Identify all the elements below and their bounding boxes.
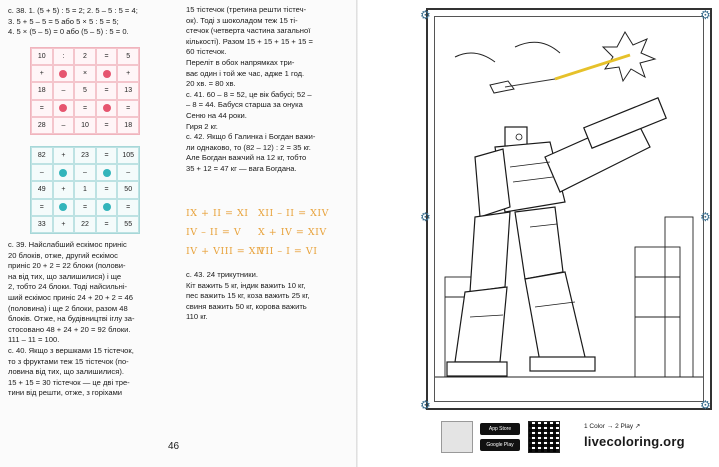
- text-line: ловина від тих, що залишилися).: [8, 367, 124, 377]
- grid-cell: +: [53, 181, 75, 198]
- gear-icon: ⚙: [700, 398, 711, 412]
- text-line: ок). Тоді з шоколадом теж 15 ті-: [186, 15, 298, 25]
- answers-col2: [186, 5, 315, 175]
- text-line: 60 тістечок.: [186, 47, 227, 57]
- grid-cell: 18: [117, 117, 139, 134]
- grid-cell: –: [74, 164, 96, 181]
- gear-icon: ⚙: [420, 398, 431, 412]
- gear-icon: ⚙: [420, 210, 431, 224]
- gear-icon: ⚙: [700, 8, 711, 22]
- robot-coloring-illustration: [435, 17, 703, 401]
- grid-cell: –: [53, 117, 75, 134]
- gear-icon: ⚙: [420, 8, 431, 22]
- dot-icon: [59, 104, 67, 112]
- text-line: 15 + 15 = 30 тістечок — це дві тре-: [8, 377, 130, 387]
- grid-cell: 33: [31, 216, 53, 233]
- text-line: с. 41. 60 – 8 = 52, це вік бабусі; 52 –: [186, 89, 312, 99]
- text-line: пес важить 15 кг, коза важить 25 кг,: [186, 291, 310, 301]
- qr-code[interactable]: [528, 421, 560, 453]
- grid-cell: ×: [74, 65, 96, 82]
- text-line: 20 блоків, отже, другий ескімос: [8, 250, 118, 260]
- grid-cell: =: [31, 100, 53, 117]
- text-line: свиня важить 50 кг, корова важить: [186, 301, 307, 311]
- grid-cell: =: [96, 216, 118, 233]
- grid-cell: =: [96, 82, 118, 99]
- badge-label: App Store: [488, 426, 512, 432]
- text-line: Кіт важить 5 кг, індик важить 10 кг,: [186, 280, 306, 290]
- coloring-frame: [426, 8, 712, 410]
- magic-grid-teal: [30, 146, 140, 234]
- dot-icon: [59, 169, 67, 177]
- grid-cell: =: [96, 117, 118, 134]
- text-line: то з фруктами теж 15 тістечок (по-: [8, 356, 129, 366]
- text-line: 20 хв. = 80 хв.: [186, 79, 236, 89]
- grid-cell: [96, 65, 118, 82]
- grid-cell: =: [117, 199, 139, 216]
- grid-cell: 2: [74, 48, 96, 65]
- roman-equation: IV – II = V: [186, 227, 242, 238]
- grid-cell: 10: [31, 48, 53, 65]
- dot-icon: [103, 203, 111, 211]
- text-line: с. 40. Якщо з вершками 15 тістечок,: [8, 345, 134, 355]
- grid-cell: 5: [74, 82, 96, 99]
- dot-icon: [103, 169, 111, 177]
- roman-equation: IV + VIII = XII: [186, 246, 265, 257]
- text-line: ли однаково, то (82 – 12) : 2 = 35 кг.: [186, 142, 311, 152]
- grid-cell: 23: [74, 147, 96, 164]
- text-line: стечок (четверта частина загальної: [186, 26, 311, 36]
- gear-icon: ⚙: [700, 210, 711, 224]
- text-line: приніс 20 + 2 = 22 блоки (полови-: [8, 261, 126, 271]
- answers-s38: [8, 6, 138, 38]
- grid-cell: –: [31, 164, 53, 181]
- text-line: 111 – 11 = 100.: [8, 335, 60, 345]
- grid-cell: 22: [74, 216, 96, 233]
- grid-cell: –: [117, 164, 139, 181]
- color-play-tag: 1 Color → 2 Play ↗: [584, 423, 641, 430]
- dot-icon: [103, 104, 111, 112]
- text-line: с. 39. Найслабший ескімос приніс: [8, 240, 127, 249]
- grid-cell: [96, 100, 118, 117]
- text-line: 15 тістечок (третина решти тістеч-: [186, 5, 307, 14]
- text-line: 110 кг.: [186, 312, 208, 322]
- grid-cell: :: [53, 48, 75, 65]
- grid-cell: +: [117, 65, 139, 82]
- left-page: [0, 0, 358, 467]
- answers-col2-after: [186, 270, 309, 323]
- grid-cell: 28: [31, 117, 53, 134]
- grid-cell: +: [53, 147, 75, 164]
- text-line: 3. 5 + 5 – 5 = 5 або 5 × 5 : 5 = 5;: [8, 16, 119, 26]
- text-line: кількості). Разом 15 + 15 + 15 + 15 =: [186, 36, 313, 46]
- grid-cell: =: [96, 48, 118, 65]
- text-line: Переліт в обох напрямках три-: [186, 57, 295, 67]
- robot-thumbnail: [441, 421, 473, 453]
- text-line: стосовано 48 + 24 + 20 = 92 блоки.: [8, 324, 131, 334]
- roman-equation: VII – I = VI: [258, 246, 318, 257]
- grid-cell: [53, 164, 75, 181]
- grid-cell: 50: [117, 181, 139, 198]
- grid-cell: 55: [117, 216, 139, 233]
- text-line: Але Богдан важчий на 12 кг, тобто: [186, 153, 307, 163]
- roman-equation: X + IV = XIV: [258, 227, 327, 238]
- grid-cell: =: [96, 181, 118, 198]
- text-line: 4. 5 × (5 – 5) = 0 або (5 – 5) : 5 = 0.: [8, 27, 129, 37]
- magic-grid-pink: [30, 47, 140, 135]
- grid-cell: –: [53, 82, 75, 99]
- grid-cell: 18: [31, 82, 53, 99]
- text-line: с. 43. 24 трикутники.: [186, 270, 258, 279]
- text-line: тини від решти, отже, з горіхами: [8, 388, 123, 398]
- grid-cell: =: [74, 199, 96, 216]
- grid-cell: +: [31, 65, 53, 82]
- grid-cell: [53, 100, 75, 117]
- grid-cell: [96, 164, 118, 181]
- roman-equation: XII – II = XIV: [258, 208, 329, 219]
- grid-cell: 1: [74, 181, 96, 198]
- google-play-badge[interactable]: [480, 439, 520, 451]
- grid-cell: 105: [117, 147, 139, 164]
- site-url[interactable]: livecoloring.org: [584, 434, 685, 449]
- grid-cell: 13: [117, 82, 139, 99]
- grid-cell: +: [53, 216, 75, 233]
- grid-cell: =: [96, 147, 118, 164]
- grid-cell: =: [31, 199, 53, 216]
- text-line: ший ескімос приніс 24 + 20 + 2 = 46: [8, 292, 133, 302]
- roman-equation: IX + II = XI: [186, 208, 249, 219]
- grid-cell: 82: [31, 147, 53, 164]
- grid-cell: 10: [74, 117, 96, 134]
- text-line: блоків. Отже, на будівництві іглу за-: [8, 314, 135, 324]
- text-line: ває один і той же час, адже 1 год.: [186, 68, 305, 78]
- text-line: 2, тобто 24 блоки. Тоді найсильні-: [8, 282, 128, 292]
- dot-icon: [103, 70, 111, 78]
- grid-cell: [96, 199, 118, 216]
- text-line: 35 + 12 = 47 кг — вага Богдана.: [186, 163, 297, 173]
- text-line: Гиря 2 кг.: [186, 121, 218, 131]
- dot-icon: [59, 203, 67, 211]
- grid-cell: =: [117, 100, 139, 117]
- grid-cell: 5: [117, 48, 139, 65]
- grid-cell: 49: [31, 181, 53, 198]
- app-store-badge[interactable]: [480, 423, 520, 435]
- badge-label: Google Play: [486, 442, 514, 448]
- grid-cell: [53, 199, 75, 216]
- page-number: 46: [168, 441, 180, 452]
- text-line: с. 42. Якщо б Галинка і Богдан важи-: [186, 132, 316, 142]
- grid-cell: =: [74, 100, 96, 117]
- dot-icon: [59, 70, 67, 78]
- text-line: (половина) і ще 2 блоки, разом 48: [8, 303, 128, 313]
- text-line: Сеню на 44 роки.: [186, 110, 247, 120]
- answers-col1: [8, 240, 135, 399]
- text-line: с. 38. 1. (5 + 5) : 5 = 2; 2. 5 – 5 : 5 = 4;: [8, 6, 138, 15]
- grid-cell: [53, 65, 75, 82]
- text-line: на від тих, що залишилися) і ще: [8, 271, 122, 281]
- text-line: – 8 = 44. Бабуся старша за онука: [186, 100, 303, 110]
